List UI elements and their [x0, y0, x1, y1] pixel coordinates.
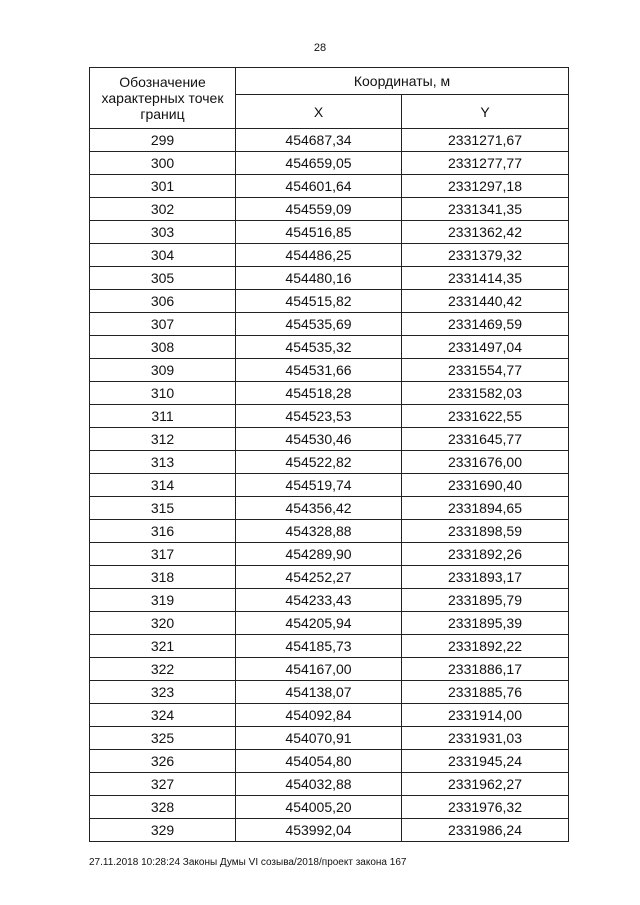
- point-number-cell: 305: [90, 267, 236, 290]
- table-row: [90, 313, 569, 336]
- point-number-cell: 316: [90, 520, 236, 543]
- x-coordinate-cell: 454519,74: [236, 474, 402, 497]
- table-row: [90, 336, 569, 359]
- y-coordinate-cell: 2331894,65: [402, 497, 569, 520]
- point-number-cell: 319: [90, 589, 236, 612]
- point-number-cell: 309: [90, 359, 236, 382]
- x-coordinate-cell: 454289,90: [236, 543, 402, 566]
- point-number-cell: 308: [90, 336, 236, 359]
- y-coordinate-cell: 2331554,77: [402, 359, 569, 382]
- point-number-cell: 301: [90, 175, 236, 198]
- point-number-cell: 327: [90, 773, 236, 796]
- point-number-cell: 318: [90, 566, 236, 589]
- point-number-cell: 325: [90, 727, 236, 750]
- table-row: [90, 796, 569, 819]
- table-row: [90, 244, 569, 267]
- header-coordinates: Координаты, м: [236, 68, 569, 95]
- x-coordinate-cell: 454531,66: [236, 359, 402, 382]
- table-row: [90, 566, 569, 589]
- y-coordinate-cell: 2331914,00: [402, 704, 569, 727]
- y-coordinate-cell: 2331892,26: [402, 543, 569, 566]
- table-row: [90, 658, 569, 681]
- x-coordinate-cell: 454480,16: [236, 267, 402, 290]
- y-coordinate-cell: 2331892,22: [402, 635, 569, 658]
- table-row: [90, 819, 569, 842]
- table-row: [90, 773, 569, 796]
- x-coordinate-cell: 454138,07: [236, 681, 402, 704]
- x-coordinate-cell: 454233,43: [236, 589, 402, 612]
- point-number-cell: 306: [90, 290, 236, 313]
- x-coordinate-cell: 454032,88: [236, 773, 402, 796]
- table-row: [90, 727, 569, 750]
- table-row: [90, 129, 569, 152]
- y-coordinate-cell: 2331497,04: [402, 336, 569, 359]
- x-coordinate-cell: 454005,20: [236, 796, 402, 819]
- x-coordinate-cell: 454356,42: [236, 497, 402, 520]
- x-coordinate-cell: 454515,82: [236, 290, 402, 313]
- y-coordinate-cell: 2331931,03: [402, 727, 569, 750]
- y-coordinate-cell: 2331582,03: [402, 382, 569, 405]
- table-header: [90, 68, 569, 129]
- y-coordinate-cell: 2331895,79: [402, 589, 569, 612]
- table-row: [90, 175, 569, 198]
- y-coordinate-cell: 2331898,59: [402, 520, 569, 543]
- x-coordinate-cell: 454659,05: [236, 152, 402, 175]
- point-number-cell: 311: [90, 405, 236, 428]
- point-number-cell: 329: [90, 819, 236, 842]
- point-number-cell: 317: [90, 543, 236, 566]
- table-row: [90, 451, 569, 474]
- point-number-cell: 300: [90, 152, 236, 175]
- page-number: 28: [313, 42, 327, 54]
- table-row: [90, 612, 569, 635]
- point-number-cell: 302: [90, 198, 236, 221]
- point-number-cell: 322: [90, 658, 236, 681]
- x-coordinate-cell: 454601,64: [236, 175, 402, 198]
- x-coordinate-cell: 453992,04: [236, 819, 402, 842]
- point-number-cell: 320: [90, 612, 236, 635]
- point-number-cell: 312: [90, 428, 236, 451]
- x-coordinate-cell: 454092,84: [236, 704, 402, 727]
- y-coordinate-cell: 2331297,18: [402, 175, 569, 198]
- point-number-cell: 299: [90, 129, 236, 152]
- x-coordinate-cell: 454167,00: [236, 658, 402, 681]
- y-coordinate-cell: 2331962,27: [402, 773, 569, 796]
- y-coordinate-cell: 2331440,42: [402, 290, 569, 313]
- x-coordinate-cell: 454687,34: [236, 129, 402, 152]
- x-coordinate-cell: 454559,09: [236, 198, 402, 221]
- y-coordinate-cell: 2331690,40: [402, 474, 569, 497]
- table-row: [90, 635, 569, 658]
- table-row: [90, 290, 569, 313]
- table-row: [90, 405, 569, 428]
- x-coordinate-cell: 454486,25: [236, 244, 402, 267]
- x-coordinate-cell: 454523,53: [236, 405, 402, 428]
- y-coordinate-cell: 2331945,24: [402, 750, 569, 773]
- x-coordinate-cell: 454328,88: [236, 520, 402, 543]
- point-number-cell: 313: [90, 451, 236, 474]
- point-number-cell: 315: [90, 497, 236, 520]
- x-coordinate-cell: 454535,69: [236, 313, 402, 336]
- table-row: [90, 359, 569, 382]
- table-row: [90, 152, 569, 175]
- y-coordinate-cell: 2331976,32: [402, 796, 569, 819]
- table-row: [90, 589, 569, 612]
- point-number-cell: 324: [90, 704, 236, 727]
- point-number-cell: 307: [90, 313, 236, 336]
- x-coordinate-cell: 454516,85: [236, 221, 402, 244]
- point-number-cell: 328: [90, 796, 236, 819]
- header-x: X: [236, 95, 402, 129]
- table-row: [90, 497, 569, 520]
- y-coordinate-cell: 2331277,77: [402, 152, 569, 175]
- point-number-cell: 303: [90, 221, 236, 244]
- y-coordinate-cell: 2331885,76: [402, 681, 569, 704]
- table-row: [90, 520, 569, 543]
- y-coordinate-cell: 2331676,00: [402, 451, 569, 474]
- x-coordinate-cell: 454054,80: [236, 750, 402, 773]
- table-row: [90, 382, 569, 405]
- x-coordinate-cell: 454252,27: [236, 566, 402, 589]
- y-coordinate-cell: 2331986,24: [402, 819, 569, 842]
- table-row: [90, 681, 569, 704]
- x-coordinate-cell: 454185,73: [236, 635, 402, 658]
- x-coordinate-cell: 454070,91: [236, 727, 402, 750]
- table-body: [90, 129, 569, 842]
- footer-document-path: 27.11.2018 10:28:24 Законы Думы VI созыва/2018/проект закона 167: [89, 857, 407, 868]
- y-coordinate-cell: 2331645,77: [402, 428, 569, 451]
- point-number-cell: 304: [90, 244, 236, 267]
- table-row: [90, 198, 569, 221]
- table-row: [90, 750, 569, 773]
- table-row: [90, 474, 569, 497]
- header-designation: Обозначение характерных точек границ: [90, 68, 236, 129]
- x-coordinate-cell: 454530,46: [236, 428, 402, 451]
- x-coordinate-cell: 454518,28: [236, 382, 402, 405]
- y-coordinate-cell: 2331893,17: [402, 566, 569, 589]
- table-row: [90, 428, 569, 451]
- point-number-cell: 323: [90, 681, 236, 704]
- x-coordinate-cell: 454205,94: [236, 612, 402, 635]
- point-number-cell: 326: [90, 750, 236, 773]
- coordinates-table: [89, 67, 569, 842]
- header-y: Y: [402, 95, 569, 129]
- y-coordinate-cell: 2331362,42: [402, 221, 569, 244]
- y-coordinate-cell: 2331379,32: [402, 244, 569, 267]
- y-coordinate-cell: 2331414,35: [402, 267, 569, 290]
- y-coordinate-cell: 2331886,17: [402, 658, 569, 681]
- point-number-cell: 321: [90, 635, 236, 658]
- y-coordinate-cell: 2331271,67: [402, 129, 569, 152]
- table-row: [90, 221, 569, 244]
- point-number-cell: 314: [90, 474, 236, 497]
- table-row: [90, 704, 569, 727]
- y-coordinate-cell: 2331341,35: [402, 198, 569, 221]
- x-coordinate-cell: 454535,32: [236, 336, 402, 359]
- x-coordinate-cell: 454522,82: [236, 451, 402, 474]
- y-coordinate-cell: 2331895,39: [402, 612, 569, 635]
- y-coordinate-cell: 2331469,59: [402, 313, 569, 336]
- point-number-cell: 310: [90, 382, 236, 405]
- table-row: [90, 543, 569, 566]
- y-coordinate-cell: 2331622,55: [402, 405, 569, 428]
- table-row: [90, 267, 569, 290]
